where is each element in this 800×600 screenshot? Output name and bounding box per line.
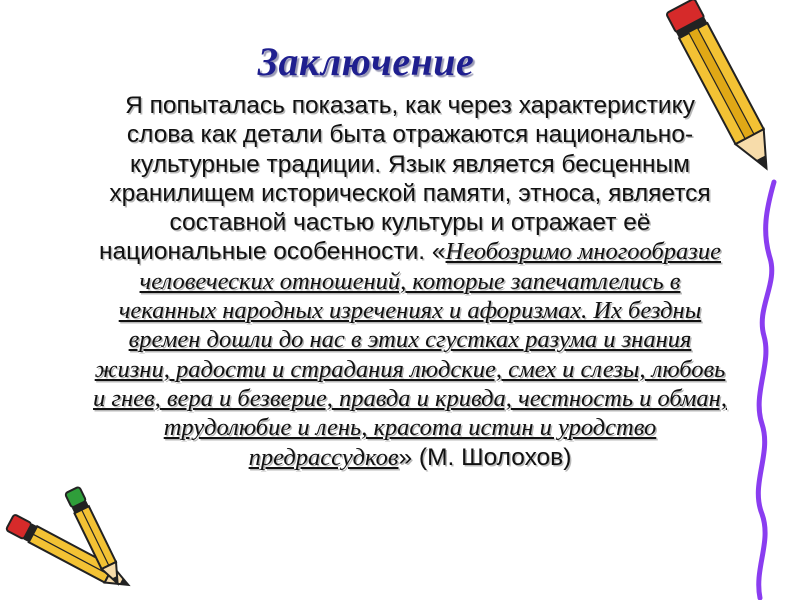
quote-author: (М. Шолохов) — [412, 443, 572, 471]
conclusion-paragraph: Я попыталась показать, как через характеристику слова как детали быта отражаются национально-культурные традиции. Язык является бесценным хранилищем исторической памяти, этноса, является составной частью культуры и отражает её национальные особенности. — [98, 92, 711, 266]
quote-open-mark: « — [431, 238, 446, 266]
quote-close-mark: » — [398, 443, 413, 471]
slide-title: Заключение — [257, 39, 475, 84]
slide-body — [90, 91, 730, 472]
crossed-pencils-icon — [0, 482, 160, 600]
sholokhov-quote: Необозримо многообразие человеческих отношений, которые запечатлелись в чеканных народных изречениях и афоризмах. Их бездны времен дошли до нас в этих сгустках разума и знания жизни, радости и страдания людские, смех и слезы, любовь и гнев, вера и безверие, правда и кривда, честность и обман, трудолюбие и лень, красота истин и уродство предрассудков — [93, 238, 727, 471]
squiggle-line — [732, 180, 800, 600]
